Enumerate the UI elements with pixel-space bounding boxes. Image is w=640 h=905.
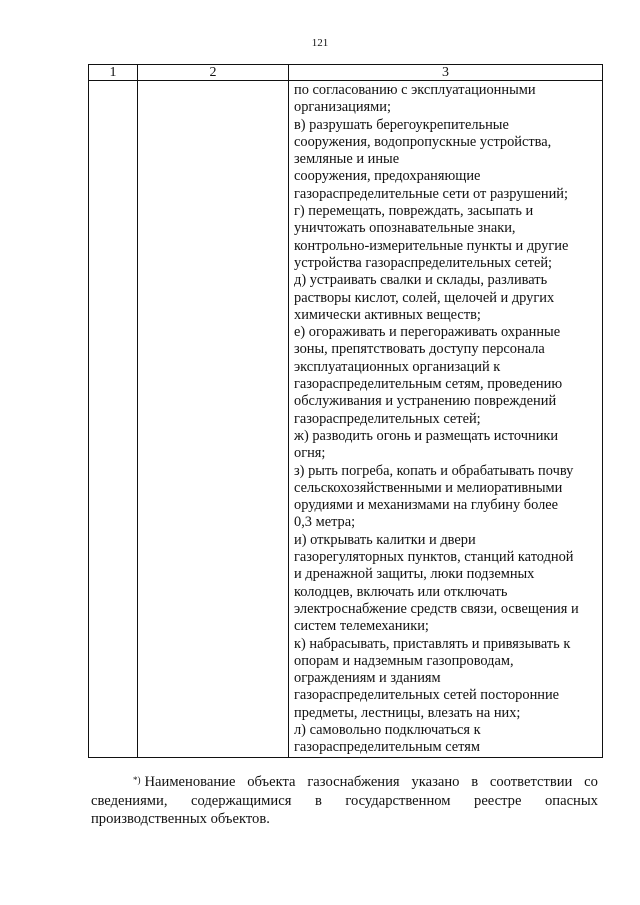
footnote-word: соответствии [489,774,573,790]
footnote-word: опасных [544,792,598,809]
cell-text-line: г) перемещать, повреждать, засыпать и [294,203,534,220]
cell-text-line: газораспределительным сетям [294,739,481,756]
cell-text-line: и дренажной защиты, люки подземных [294,566,535,583]
cell-text-line: организациями; [294,99,391,116]
cell-text-line: газораспределительных сетей посторонние [294,687,560,704]
cell-text-line: сооружения, водопропускные устройства, [294,133,552,150]
footnote-word: в [314,792,322,809]
cell-text-line: и) открывать калитки и двери [294,531,476,548]
cell-text-line: опорам и надземным газопроводам, [294,652,514,669]
cell-text-line: з) рыть погреба, копать и обрабатывать почву [294,462,574,479]
footnote-line-3: производственных объектов. [91,811,270,827]
cell-text-line: е) огораживать и перегораживать охранные [294,324,561,341]
footnote-word: содержащимися [191,792,292,809]
cell-text-line: электроснабжение средств связи, освещения и [294,600,579,617]
cell-text-line: предметы, лестницы, влезать на них; [294,704,521,721]
footnote-marker: *) [133,775,141,785]
cell-text-line: растворы кислот, солей, щелочей и других [294,289,555,306]
document-table [88,64,603,758]
column-header-1: 1 [89,65,138,81]
cell-text-line: д) устраивать свалки и склады, разливать [294,272,548,289]
page-number: 121 [311,37,329,49]
footnote-word: реестре [474,792,522,809]
cell-text-line: земляные и иные [294,151,400,168]
cell-text-line: 0,3 метра; [294,514,356,531]
cell-text-line: колодцев, включать или отключать [294,583,508,600]
cell-text-line: по согласованию с эксплуатационными [294,82,536,98]
table-header-row [89,65,603,81]
footnote-line-1 [91,773,598,792]
cell-text-line: газораспределительным сетям, проведению [294,376,563,393]
footnote-word: объекта [247,774,296,790]
footnote-line-2 [91,792,598,811]
footnote [91,773,598,829]
footnote-word: сведениями, [91,792,168,809]
cell-text-line: к) набрасывать, приставлять и привязывать к [294,635,571,652]
cell-text-line: огня; [294,445,326,462]
cell-text-line: эксплуатационных организаций к [294,358,501,375]
cell-text-line: уничтожать опознавательные знаки, [294,220,516,237]
column-header-2: 2 [138,65,289,81]
footnote-first-word-group [133,773,235,792]
table-row [89,81,603,758]
cell-text-line: газораспределительных сетей; [294,410,481,427]
cell-text-line: контрольно-измерительные пункты и другие [294,237,569,254]
cell-text-line: устройства газораспределительных сетей; [294,254,553,271]
cell-text-line: сооружения, предохраняющие [294,168,481,185]
cell-text-line: газорегуляторных пунктов, станций катодной [294,549,574,566]
cell-text-line: л) самовольно подключаться к [294,721,481,738]
footnote-word: со [584,774,598,790]
cell-text-line: в) разрушать берегоукрепительные [294,116,509,133]
footnote-word: указано [411,774,460,790]
cell-text-line: систем телемеханики; [294,618,429,635]
column-2-cell [138,81,289,758]
cell-text-line: химически активных веществ; [294,306,481,323]
footnote-word: газоснабжения [307,774,400,790]
footnote-word: Наименование [144,774,236,790]
cell-text-line: обслуживания и устранению повреждений [294,393,557,410]
column-header-3: 3 [289,65,603,81]
column-1-cell [89,81,138,758]
cell-text-line: ж) разводить огонь и размещать источники [294,427,559,444]
footnote-word: государственном [345,792,451,809]
cell-text-line: орудиями и механизмами на глубину более [294,497,559,514]
column-3-cell [289,81,603,758]
footnote-word: в [471,774,479,790]
cell-text-line: газораспределительные сети от разрушений; [294,185,568,202]
cell-text-line: ограждениям и зданиям [294,670,441,687]
cell-text-line: зоны, препятствовать доступу персонала [294,341,545,358]
cell-text-line: сельскохозяйственными и мелиоративными [294,479,563,496]
